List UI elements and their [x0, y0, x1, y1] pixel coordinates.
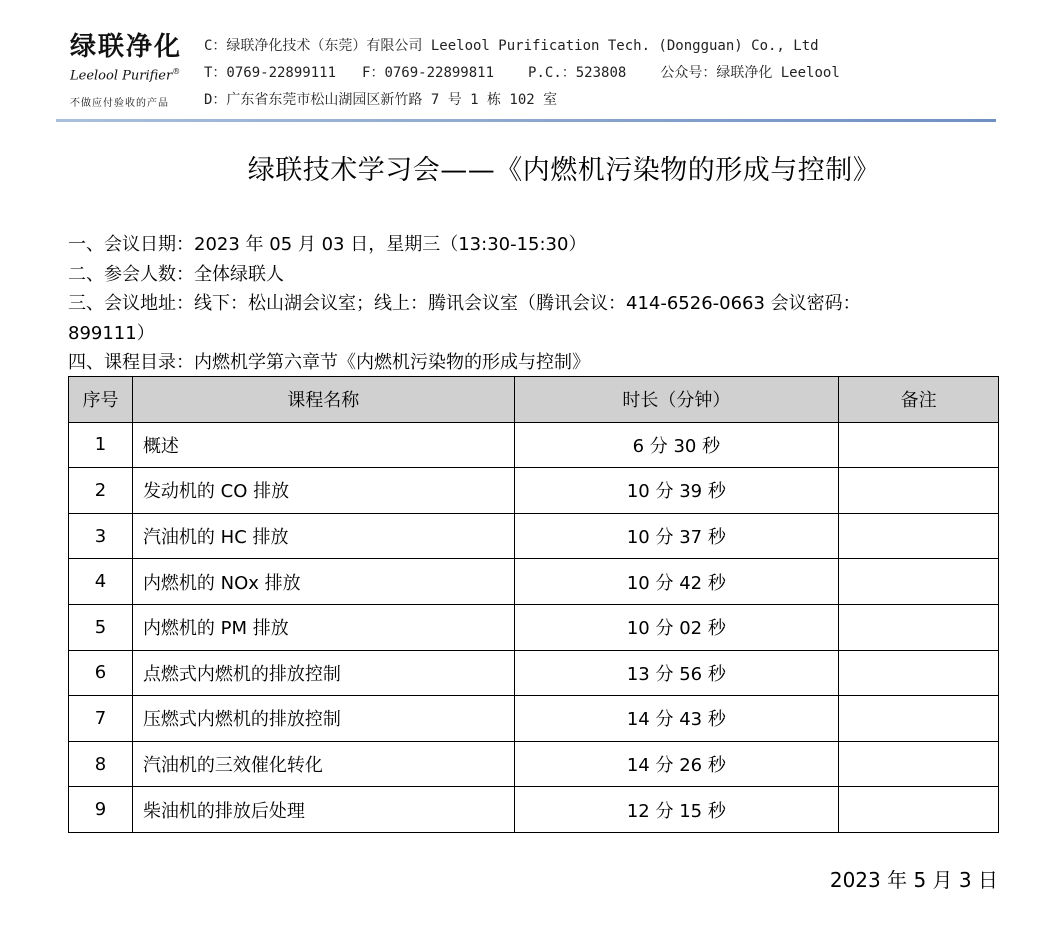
- row-number: 1: [69, 422, 133, 468]
- contact-numbers-line: [204, 63, 840, 90]
- meeting-attendees: 二、参会人数：全体绿联人: [68, 263, 284, 285]
- meeting-date: 一、会议日期：2023 年 05 月 03 日，星期三（13:30-15:30）: [68, 234, 587, 255]
- header-number: 序号: [69, 377, 133, 423]
- table-row: [69, 422, 999, 468]
- row-duration: 14 分 43 秒: [514, 696, 839, 742]
- row-duration: 10 分 02 秒: [514, 604, 839, 650]
- row-note: [839, 513, 999, 559]
- row-number: 9: [69, 787, 133, 833]
- row-note: [839, 468, 999, 514]
- course-catalog-heading: 四、课程目录：内燃机学第六章节《内燃机污染物的形成与控制》: [68, 352, 590, 373]
- company-logo: [70, 32, 200, 109]
- table-header-row: [69, 377, 999, 423]
- meeting-location-continued: 899111）: [68, 322, 155, 344]
- row-duration: 14 分 26 秒: [514, 741, 839, 787]
- logo-chinese-name: 绿联净化: [70, 32, 183, 62]
- row-number: 2: [69, 468, 133, 514]
- address-line: D：广东省东莞市松山湖园区新竹路 7 号 1 栋 102 室: [204, 92, 558, 108]
- row-note: [839, 696, 999, 742]
- row-note: [839, 650, 999, 696]
- row-duration: 10 分 37 秒: [514, 513, 839, 559]
- row-course-name: 内燃机的 NOx 排放: [132, 559, 514, 605]
- header-duration: 时长（分钟）: [514, 377, 839, 423]
- row-note: [839, 422, 999, 468]
- document-title: 绿联技术学习会——《内燃机污染物的形成与控制》: [247, 155, 881, 186]
- row-number: 7: [69, 696, 133, 742]
- row-course-name: 点燃式内燃机的排放控制: [132, 650, 514, 696]
- telephone: T：0769-22899111: [204, 65, 337, 81]
- row-course-name: 柴油机的排放后处理: [132, 787, 514, 833]
- row-duration: 10 分 39 秒: [514, 468, 839, 514]
- row-note: [839, 741, 999, 787]
- meeting-location: 三、会议地址：线下：松山湖会议室；线上：腾讯会议室（腾讯会议：414-6526-0663 会议密码：: [68, 293, 861, 314]
- row-note: [839, 559, 999, 605]
- row-course-name: 内燃机的 PM 排放: [132, 604, 514, 650]
- row-note: [839, 604, 999, 650]
- registered-mark: ®: [172, 67, 181, 76]
- table-row: [69, 604, 999, 650]
- row-course-name: 概述: [132, 422, 514, 468]
- row-course-name: 汽油机的三效催化转化: [132, 741, 514, 787]
- table-row: [69, 468, 999, 514]
- table-row: [69, 696, 999, 742]
- logo-english-name: [70, 64, 200, 84]
- company-name-line: C：绿联净化技术（东莞）有限公司 Leelool Purification Tech. (Dongguan) Co., Ltd: [204, 38, 819, 54]
- table-row: [69, 650, 999, 696]
- fax: F：0769-22899811: [362, 65, 495, 81]
- row-duration: 10 分 42 秒: [514, 559, 839, 605]
- row-number: 6: [69, 650, 133, 696]
- logo-english-text: Leelool Purifier: [70, 68, 173, 84]
- meeting-info: [68, 230, 998, 378]
- row-course-name: 汽油机的 HC 排放: [132, 513, 514, 559]
- row-duration: 13 分 56 秒: [514, 650, 839, 696]
- header-course-name: 课程名称: [132, 377, 514, 423]
- row-duration: 12 分 15 秒: [514, 787, 839, 833]
- row-course-name: 压燃式内燃机的排放控制: [132, 696, 514, 742]
- wechat-account: 公众号：绿联净化 Leelool: [660, 65, 840, 81]
- header-divider: [56, 119, 996, 122]
- row-note: [839, 787, 999, 833]
- footer-date: 2023 年 5 月 3 日: [829, 868, 998, 892]
- postcode: P.C.：523808: [528, 65, 627, 81]
- letterhead-contact: [204, 36, 840, 117]
- table-row: [69, 741, 999, 787]
- logo-slogan: 不做应付验收的产品: [70, 98, 169, 110]
- row-course-name: 发动机的 CO 排放: [132, 468, 514, 514]
- table-row: [69, 787, 999, 833]
- table-row: [69, 559, 999, 605]
- row-number: 5: [69, 604, 133, 650]
- row-number: 3: [69, 513, 133, 559]
- row-number: 8: [69, 741, 133, 787]
- row-number: 4: [69, 559, 133, 605]
- course-table: [68, 376, 999, 833]
- header-notes: 备注: [839, 377, 999, 423]
- row-duration: 6 分 30 秒: [514, 422, 839, 468]
- table-row: [69, 513, 999, 559]
